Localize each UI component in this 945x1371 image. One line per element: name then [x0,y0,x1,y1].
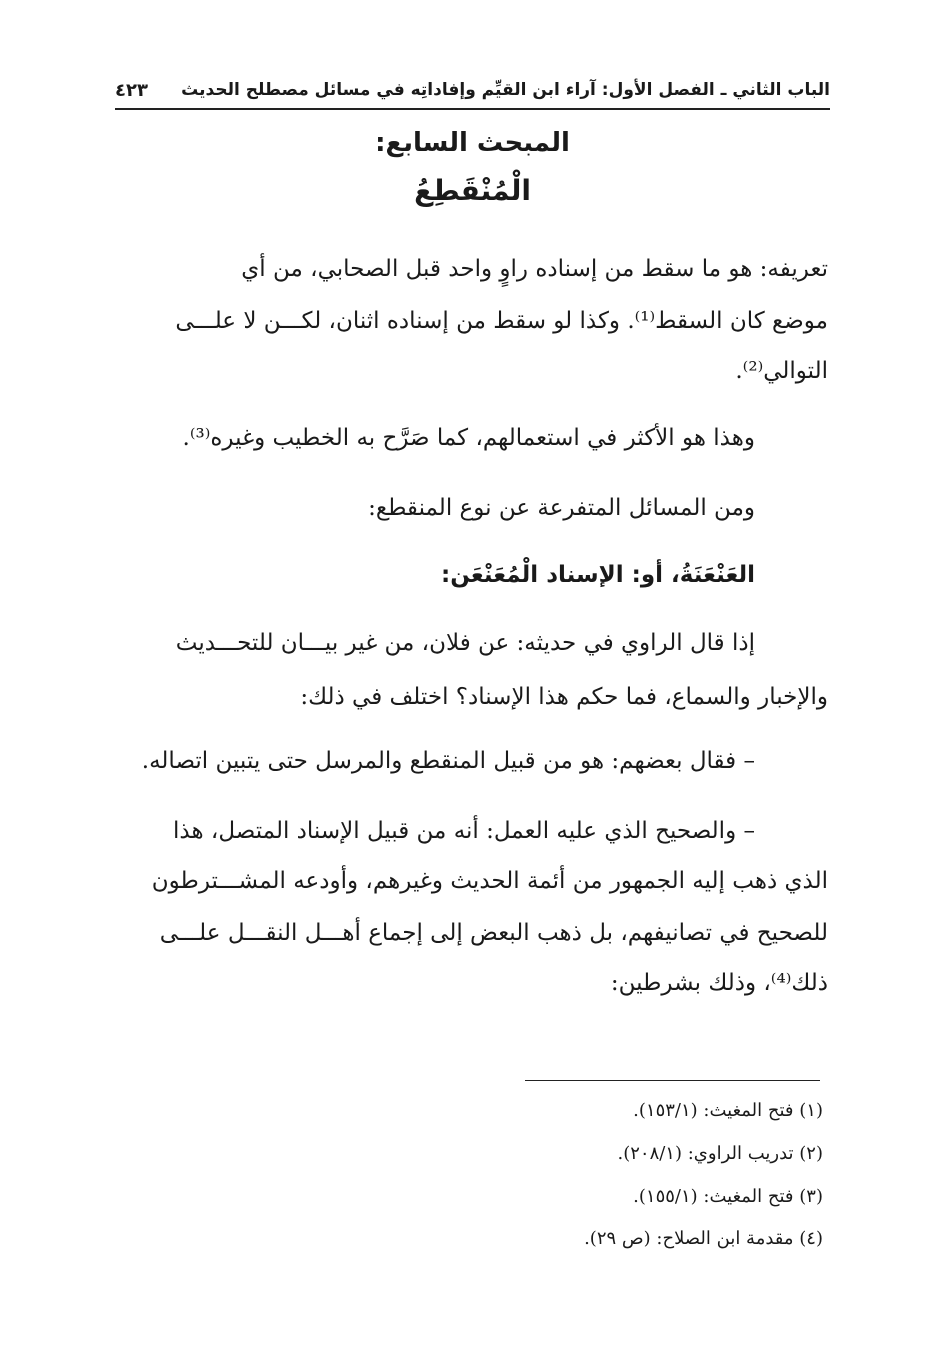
page-number: ٤٢٣ [115,79,148,101]
footnote-1: (١) فتح المغيث: (١٥٣/١). [633,1100,823,1121]
opinion-two-line-4: ذلك⁽⁴⁾، وذلك بشرطين: [610,970,828,996]
definition-line-3: التوالي⁽²⁾. [735,358,828,384]
branches-line: ومن المسائل المتفرعة عن نوع المنقطع: [368,495,755,521]
footnote-2: (٢) تدريب الراوي: (٢٠٨/١). [617,1143,823,1164]
opinion-two-line-3: للصحيح في تصانيفهم، بل ذهب البعض إلى إجماع أهـــل النقـــل علـــى [159,920,828,946]
footnote-divider [525,1080,820,1081]
footnote-4: (٤) مقدمة ابن الصلاح: (ص ٢٩). [584,1228,823,1249]
usage-line: وهذا هو الأكثر في استعمالهم، كما صَرَّح به الخطيب وغيره⁽³⁾. [182,425,755,451]
definition-line-2: موضع كان السقط⁽¹⁾. وكذا لو سقط من إسناده اثنان، لكـــن لا علـــى [175,308,828,334]
running-header [115,72,830,110]
question-line-2: والإخبار والسماع، فما حكم هذا الإسناد؟ اختلف في ذلك: [300,684,828,710]
question-line-1: إذا قال الراوي في حديثه: عن فلان، من غير بيـــان للتحـــديث [175,630,755,656]
subheading-anana: العَنْعَنَةُ، أو: الإسناد الْمُعَنْعَن: [441,562,755,588]
section-title: الْمُنْقَطِعُ [414,174,531,207]
opinion-one: – فقال بعضهم: هو من قبيل المنقطع والمرسل حتى يتبين اتصاله. [141,748,755,774]
opinion-two-line-1: – والصحيح الذي عليه العمل: أنه من قبيل الإسناد المتصل، هذا [173,818,755,844]
opinion-two-line-2: الذي ذهب إليه الجمهور من أئمة الحديث وغيرهم، وأودعه المشـــترطون [151,868,828,894]
footnote-3: (٣) فتح المغيث: (١٥٥/١). [633,1186,823,1207]
running-title: الباب الثاني ـ الفصل الأول: آراء ابن القيِّم وإفاداتِه في مسائل مصطلح الحديث [181,80,830,100]
definition-line-1: تعريفه: هو ما سقط من إسناده راوٍ واحد قبل الصحابي، من أي [241,256,828,282]
section-label: المبحث السابع: [375,128,570,158]
